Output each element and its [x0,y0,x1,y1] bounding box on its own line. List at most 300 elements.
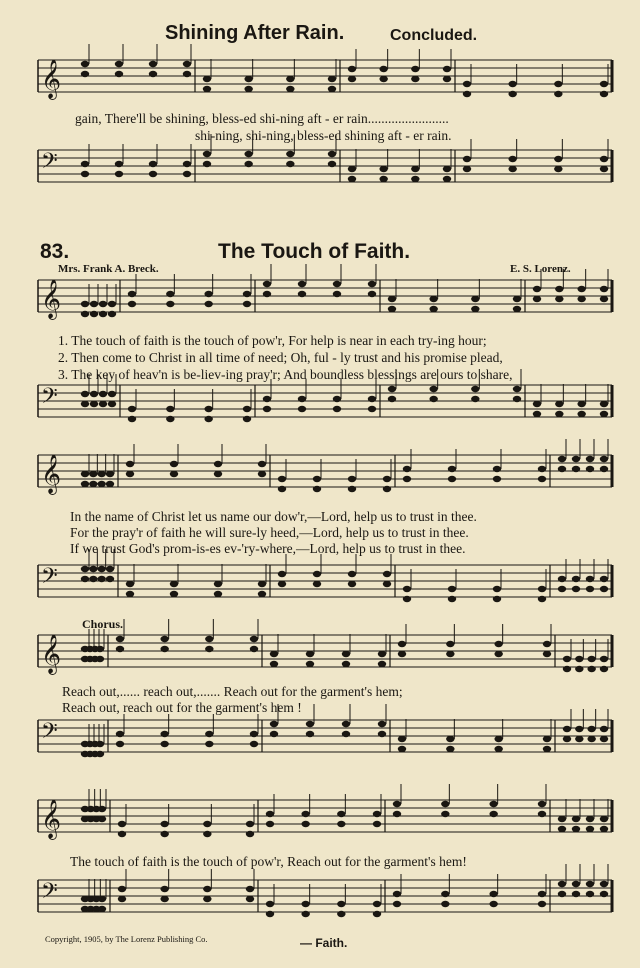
note-head [441,891,449,897]
note-head [166,416,174,422]
note-head [587,656,595,662]
note-head [411,166,419,172]
note-head [342,731,350,737]
note-head [446,736,454,742]
note-head [81,311,89,317]
note-head [266,901,274,907]
note-head [379,176,387,182]
note-head [81,301,89,307]
note-head [170,581,178,587]
note-head [250,636,258,642]
note-head [98,896,106,902]
note-head [513,386,521,392]
hymn-title: The Touch of Faith. [218,240,411,263]
note-head [554,81,562,87]
note-head [118,886,126,892]
note-head [313,476,321,482]
note-head [204,301,212,307]
note-head [160,821,168,827]
note-head [533,296,541,302]
note-head [558,881,566,887]
note-head [286,151,294,157]
note-head [243,301,251,307]
note-head [246,896,254,902]
top-piece-subtitle: Concluded. [390,27,478,44]
note-head [494,641,502,647]
note-head [266,811,274,817]
note-head [379,66,387,72]
bass-clef-icon: 𝄢 [41,719,58,749]
note-head [489,891,497,897]
note-head [90,311,98,317]
chorus-label: Chorus. [82,617,124,631]
verse-a-2: 2. Then come to Christ in all time of need; Oh, ful - ly trust and his promise plead, [58,350,503,365]
note-head [160,831,168,837]
note-head [513,396,521,402]
note-head [554,91,562,97]
note-head [170,591,178,597]
note-head [183,71,191,77]
note-head [128,301,136,307]
note-head [166,301,174,307]
note-head [348,486,356,492]
note-head [572,456,580,462]
note-head [333,406,341,412]
note-head [89,481,97,487]
note-head [429,386,437,392]
note-head [463,156,471,162]
note-head [373,901,381,907]
note-head [205,731,213,737]
note-head [587,666,595,672]
note-head [538,811,546,817]
note-head [118,896,126,902]
note-head [448,586,456,592]
note-head [600,881,608,887]
note-head [116,646,124,652]
note-head [244,161,252,167]
note-head [160,646,168,652]
note-head [244,86,252,92]
note-head [108,391,116,397]
note-head [563,666,571,672]
note-head [258,581,266,587]
note-head [301,901,309,907]
note-head [575,656,583,662]
note-head [149,171,157,177]
note-head [379,76,387,82]
note-head [577,286,585,292]
note-head [600,656,608,662]
note-head [538,466,546,472]
note-head [204,291,212,297]
note-head [81,566,89,572]
note-head [538,801,546,807]
note-head [403,586,411,592]
note-head [115,161,123,167]
note-head [600,586,608,592]
note-head [543,641,551,647]
note-head [306,661,314,667]
note-head [203,886,211,892]
note-head [388,386,396,392]
treble-clef-icon: 𝄞 [41,59,62,99]
note-head [393,901,401,907]
note-head [600,576,608,582]
note-head [558,466,566,472]
note-head [558,576,566,582]
note-head [600,456,608,462]
note-head [258,471,266,477]
note-head [368,281,376,287]
note-head [600,296,608,302]
note-head [99,311,107,317]
note-head [600,736,608,742]
note-head [250,731,258,737]
note-head [278,571,286,577]
note-head [398,641,406,647]
note-head [99,391,107,397]
note-head [301,821,309,827]
note-head [214,581,222,587]
note-head [533,286,541,292]
note-head [463,166,471,172]
note-head [586,881,594,887]
note-head [205,636,213,642]
note-head [494,736,502,742]
note-head [586,586,594,592]
note-head [586,891,594,897]
note-head [489,801,497,807]
note-head [313,486,321,492]
note-head [203,86,211,92]
note-head [214,461,222,467]
note-head [301,811,309,817]
note-head [348,476,356,482]
note-head [575,726,583,732]
note-head [558,456,566,462]
note-head [538,476,546,482]
note-head [403,466,411,472]
note-head [388,306,396,312]
hymn-number: 83. [40,240,70,263]
note-head [403,476,411,482]
note-head [572,576,580,582]
note-head [263,406,271,412]
note-head [446,746,454,752]
note-head [203,831,211,837]
note-head [333,396,341,402]
note-head [298,291,306,297]
note-head [126,591,134,597]
note-head [160,896,168,902]
note-head [81,576,89,582]
note-head [342,721,350,727]
note-head [278,476,286,482]
note-head [586,816,594,822]
note-head [555,286,563,292]
note-head [600,826,608,832]
note-head [270,721,278,727]
note-head [116,731,124,737]
topic-label: — Faith. [300,936,348,950]
note-head [81,401,89,407]
note-head [203,151,211,157]
note-head [489,901,497,907]
note-head [246,821,254,827]
note-head [333,291,341,297]
note-head [471,306,479,312]
note-head [348,76,356,82]
note-head [328,86,336,92]
note-head [378,731,386,737]
note-head [446,651,454,657]
note-head [508,81,516,87]
note-head [411,66,419,72]
chorus-line3: The touch of faith is the touch of pow'r, Reach out for the garment's hem! [70,854,467,869]
note-head [97,471,105,477]
note-head [298,406,306,412]
hymn-composer: E. S. Lorenz. [510,263,571,275]
note-head [493,476,501,482]
note-head [328,151,336,157]
note-head [337,821,345,827]
note-head [489,811,497,817]
treble-clef-icon: 𝄞 [41,454,62,494]
note-head [81,471,89,477]
note-head [90,391,98,397]
note-head [586,466,594,472]
note-head [378,661,386,667]
note-head [96,751,104,757]
note-head [600,411,608,417]
note-head [263,396,271,402]
note-head [99,301,107,307]
note-head [98,806,106,812]
note-head [243,406,251,412]
note-head [89,471,97,477]
note-head [368,291,376,297]
note-head [250,646,258,652]
note-head [563,736,571,742]
note-head [388,396,396,402]
note-head [97,481,105,487]
note-head [278,486,286,492]
note-head [538,901,546,907]
note-head [513,296,521,302]
note-head [149,61,157,67]
note-head [494,746,502,752]
note-head [203,161,211,167]
note-head [214,591,222,597]
note-head [108,301,116,307]
note-head [306,731,314,737]
note-head [90,301,98,307]
note-head [128,416,136,422]
treble-clef-icon: 𝄞 [41,799,62,839]
note-head [600,91,608,97]
note-head [115,71,123,77]
note-head [508,166,516,172]
chorus-line2: Reach out, reach out for the garment's hem ! [62,700,302,715]
note-head [555,296,563,302]
note-head [575,666,583,672]
note-head [586,576,594,582]
note-head [572,891,580,897]
verse-b-1: In the name of Christ let us name our dow'r,—Lord, help us to trust in thee. [70,509,477,524]
note-head [106,481,114,487]
note-head [463,91,471,97]
note-head [205,741,213,747]
note-head [306,721,314,727]
note-head [493,596,501,602]
note-head [600,816,608,822]
note-head [538,586,546,592]
note-head [160,636,168,642]
verse-a-1: 1. The touch of faith is the touch of pow'r, For help is near in each try-ing hour; [58,333,487,348]
note-head [97,566,105,572]
note-head [577,411,585,417]
note-head [348,581,356,587]
note-head [243,416,251,422]
note-head [443,166,451,172]
note-head [563,656,571,662]
verse-b-2: For the pray'r of faith he will sure-ly heed,—Lord, help us to trust in thee. [70,525,469,540]
note-head [286,161,294,167]
note-head [429,296,437,302]
note-head [278,581,286,587]
note-head [558,891,566,897]
note-head [572,466,580,472]
note-head [513,306,521,312]
note-head [246,886,254,892]
note-head [337,811,345,817]
note-head [575,736,583,742]
note-head [443,176,451,182]
note-head [270,651,278,657]
note-head [166,406,174,412]
note-head [441,901,449,907]
note-head [170,471,178,477]
note-head [558,826,566,832]
note-head [89,566,97,572]
note-head [348,166,356,172]
top-lyrics-line1: gain, There'll be shining, bless-ed shi-ning aft - er rain........................ [75,111,449,126]
note-head [170,461,178,467]
note-head [342,651,350,657]
note-head [398,736,406,742]
note-head [448,466,456,472]
note-head [443,76,451,82]
note-head [126,471,134,477]
note-head [90,401,98,407]
note-head [538,891,546,897]
note-head [383,476,391,482]
note-head [328,161,336,167]
note-head [258,591,266,597]
note-head [558,586,566,592]
bass-clef-icon: 𝄢 [41,564,58,594]
note-head [126,461,134,467]
note-head [471,296,479,302]
note-head [411,176,419,182]
note-head [183,161,191,167]
note-head [429,396,437,402]
note-head [81,71,89,77]
note-head [214,471,222,477]
note-head [96,656,104,662]
note-head [393,811,401,817]
note-head [543,651,551,657]
note-head [244,151,252,157]
top-lyrics-line2: shi-ning, shi-ning, bless-ed shining aft - er rain. [195,128,452,143]
note-head [586,826,594,832]
chorus-line1: Reach out,...... reach out,....... Reach out for the garment's hem; [62,684,403,699]
note-head [301,911,309,917]
note-head [448,596,456,602]
treble-clef-icon: 𝄞 [41,634,62,674]
note-head [533,411,541,417]
note-head [600,401,608,407]
note-head [538,596,546,602]
note-head [204,406,212,412]
note-head [97,576,105,582]
note-head [379,166,387,172]
note-head [266,821,274,827]
note-head [298,281,306,287]
note-head [160,741,168,747]
note-head [106,566,114,572]
note-head [398,746,406,752]
note-head [203,821,211,827]
note-head [203,76,211,82]
note-head [393,891,401,897]
note-head [533,401,541,407]
note-head [81,161,89,167]
note-head [160,731,168,737]
note-head [108,311,116,317]
note-head [118,831,126,837]
note-head [81,391,89,397]
note-head [126,581,134,587]
note-head [348,571,356,577]
note-head [266,911,274,917]
note-head [116,741,124,747]
note-head [600,286,608,292]
note-head [118,821,126,827]
note-head [348,66,356,72]
note-head [96,741,104,747]
note-head [98,906,106,912]
note-head [373,821,381,827]
note-head [243,291,251,297]
note-head [81,481,89,487]
note-head [368,396,376,402]
note-head [286,86,294,92]
note-head [286,76,294,82]
note-head [246,831,254,837]
note-head [577,401,585,407]
note-head [441,811,449,817]
note-head [115,61,123,67]
note-head [448,476,456,482]
note-head [471,396,479,402]
note-head [554,156,562,162]
note-head [313,571,321,577]
note-head [403,596,411,602]
note-head [600,166,608,172]
note-head [543,736,551,742]
